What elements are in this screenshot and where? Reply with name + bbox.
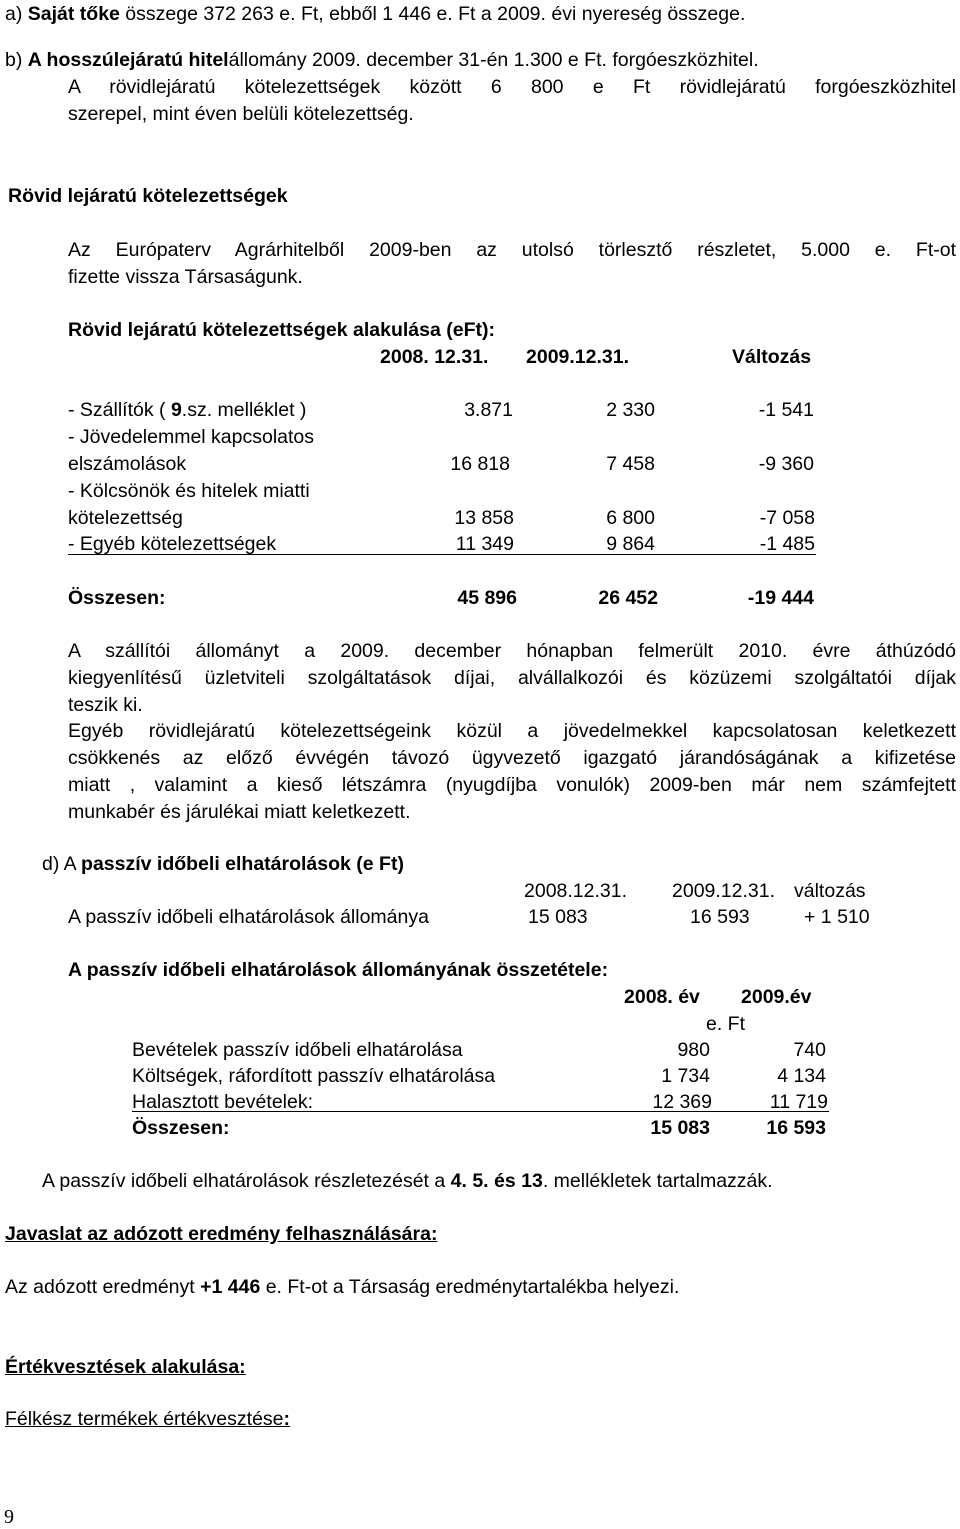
total-cell: 45 896 [457, 587, 517, 609]
composition-row-label: Költségek, ráfordított passzív elhatárolása [132, 1065, 496, 1087]
table-cell: -7 058 [759, 507, 815, 529]
composition-underline [132, 1111, 829, 1112]
total-label: Összesen: [68, 587, 166, 609]
composition-cell: 980 [677, 1039, 710, 1061]
accrual-cell: + 1 510 [804, 906, 870, 928]
table-cell: 2 330 [606, 399, 655, 421]
composition-cell: 1 734 [661, 1065, 710, 1087]
composition-col-2008: 2008. év [624, 986, 700, 1008]
table-row-label: - Kölcsönök és hitelek miatti [68, 480, 310, 502]
proposal-heading: Javaslat az adózott eredmény felhasználására: [5, 1223, 438, 1245]
table-cell: -9 360 [758, 453, 814, 475]
page-number: 9 [4, 1506, 14, 1528]
table-cell: 6 800 [606, 507, 655, 529]
composition-row-label: Halasztott bevételek: [132, 1091, 314, 1113]
table-row-label-cont: kötelezettség [68, 507, 183, 529]
note-line: Egyéb rövidlejáratú kötelezettségeink közül a jövedelmekkel kapcsolatosan keletkezett [68, 720, 956, 742]
para-a: a) Saját tőke összege 372 263 e. Ft, ebből 1 446 e. Ft a 2009. évi nyereség összege. [5, 3, 746, 25]
table-cell: 16 818 [450, 453, 510, 475]
composition-cell: 4 134 [777, 1065, 826, 1087]
composition-col-2009: 2009.év [741, 986, 812, 1008]
short-term-heading: Rövid lejáratú kötelezettségek [8, 185, 288, 207]
composition-unit: e. Ft [706, 1013, 746, 1035]
composition-total-label: Összesen: [132, 1117, 230, 1139]
composition-total-cell: 16 593 [766, 1117, 826, 1139]
para-b: b) A hosszúlejáratú hitelállomány 2009. december 31-én 1.300 e Ft. forgóeszközhitel. [5, 49, 759, 71]
note-line: kiegyenlítésű üzletviteli szolgáltatások díjai, alvállalkozói és közüzemi szolgáltatói díjak [68, 667, 956, 689]
composition-cell: 12 369 [652, 1091, 712, 1113]
composition-row-label: Bevételek passzív időbeli elhatárolása [132, 1039, 463, 1061]
equity-label: Saját tőke [27, 3, 120, 25]
long-term-loan-label: A hosszúlejáratú hitel [27, 49, 229, 71]
note-line: teszik ki. [68, 694, 143, 716]
composition-cell: 11 719 [769, 1091, 828, 1113]
accrual-cell: 15 083 [528, 906, 588, 928]
short-term-text-line2: fizette vissza Társaságunk. [68, 266, 303, 288]
table-cell: 11 349 [455, 533, 514, 555]
composition-total-cell: 15 083 [650, 1117, 710, 1139]
table-cell: -1 541 [758, 399, 814, 421]
note-line: csökkenés az előző évvégén távozó ügyvezető igazgató járandóságának a kifizetése [68, 747, 956, 769]
col-header-2008: 2008. 12.31. [380, 346, 489, 368]
accrual-col-2008: 2008.12.31. [524, 880, 628, 902]
note-line: miatt , valamint a kieső létszámra (nyugdíjba vonulók) 2009-ben már nem számfejtett [68, 774, 956, 796]
accrual-cell: 16 593 [690, 906, 750, 928]
short-term-table-title: Rövid lejáratú kötelezettségek alakulása (eFt): [68, 319, 495, 341]
note-line: A szállítói állományt a 2009. december hónapban felmerült 2010. évre áthúzódó [68, 640, 956, 662]
table-cell: 7 458 [606, 453, 655, 475]
impairment-heading: Értékvesztések alakulása: [5, 1356, 246, 1378]
table-row-label-cont: elszámolások [68, 453, 187, 475]
table-cell: -1 485 [759, 533, 815, 555]
col-header-2009: 2009.12.31. [526, 346, 630, 368]
col-header-change: Változás [732, 346, 812, 368]
impairment-subheading: Félkész termékek értékvesztése: [5, 1408, 291, 1430]
table-cell: 9 864 [606, 533, 655, 555]
composition-title: A passzív időbeli elhatárolások állományának összetétele: [68, 959, 609, 981]
composition-cell: 740 [793, 1039, 826, 1061]
para-b-line3: szerepel, mint éven belüli kötelezettség. [68, 103, 414, 125]
table-cell: 3.871 [464, 399, 513, 421]
accrual-row-label: A passzív időbeli elhatárolások állománya [68, 906, 429, 928]
short-term-text-line1: Az Európaterv Agrárhitelből 2009-ben az utolsó törlesztő részletet, 5.000 e. Ft-ot [68, 239, 956, 261]
table-underline [68, 554, 816, 555]
table-row-label: - Jövedelemmel kapcsolatos [68, 426, 315, 448]
total-cell: 26 452 [598, 587, 658, 609]
table-row-label: - Szállítók ( 9.sz. melléklet ) [68, 399, 307, 421]
accrual-col-2009: 2009.12.31. [672, 880, 776, 902]
table-row-label: - Egyéb kötelezettségek [68, 533, 277, 555]
proposal-text: Az adózott eredményt +1 446 e. Ft-ot a Társaság eredménytartalékba helyezi. [5, 1276, 680, 1298]
note-line: munkabér és járulékai miatt keletkezett. [68, 801, 411, 823]
table-cell: 13 858 [454, 507, 514, 529]
total-cell: -19 444 [747, 587, 814, 609]
accrual-detail-text: A passzív időbeli elhatárolások részletezését a 4. 5. és 13. mellékletek tartalmazzák. [42, 1170, 773, 1192]
accrual-col-change: változás [794, 880, 866, 902]
para-b-line2: A rövidlejáratú kötelezettségek között 6 800 e Ft rövidlejáratú forgóeszközhitel [68, 76, 956, 98]
para-d-heading: d) A passzív időbeli elhatárolások (e Ft) [42, 853, 404, 875]
